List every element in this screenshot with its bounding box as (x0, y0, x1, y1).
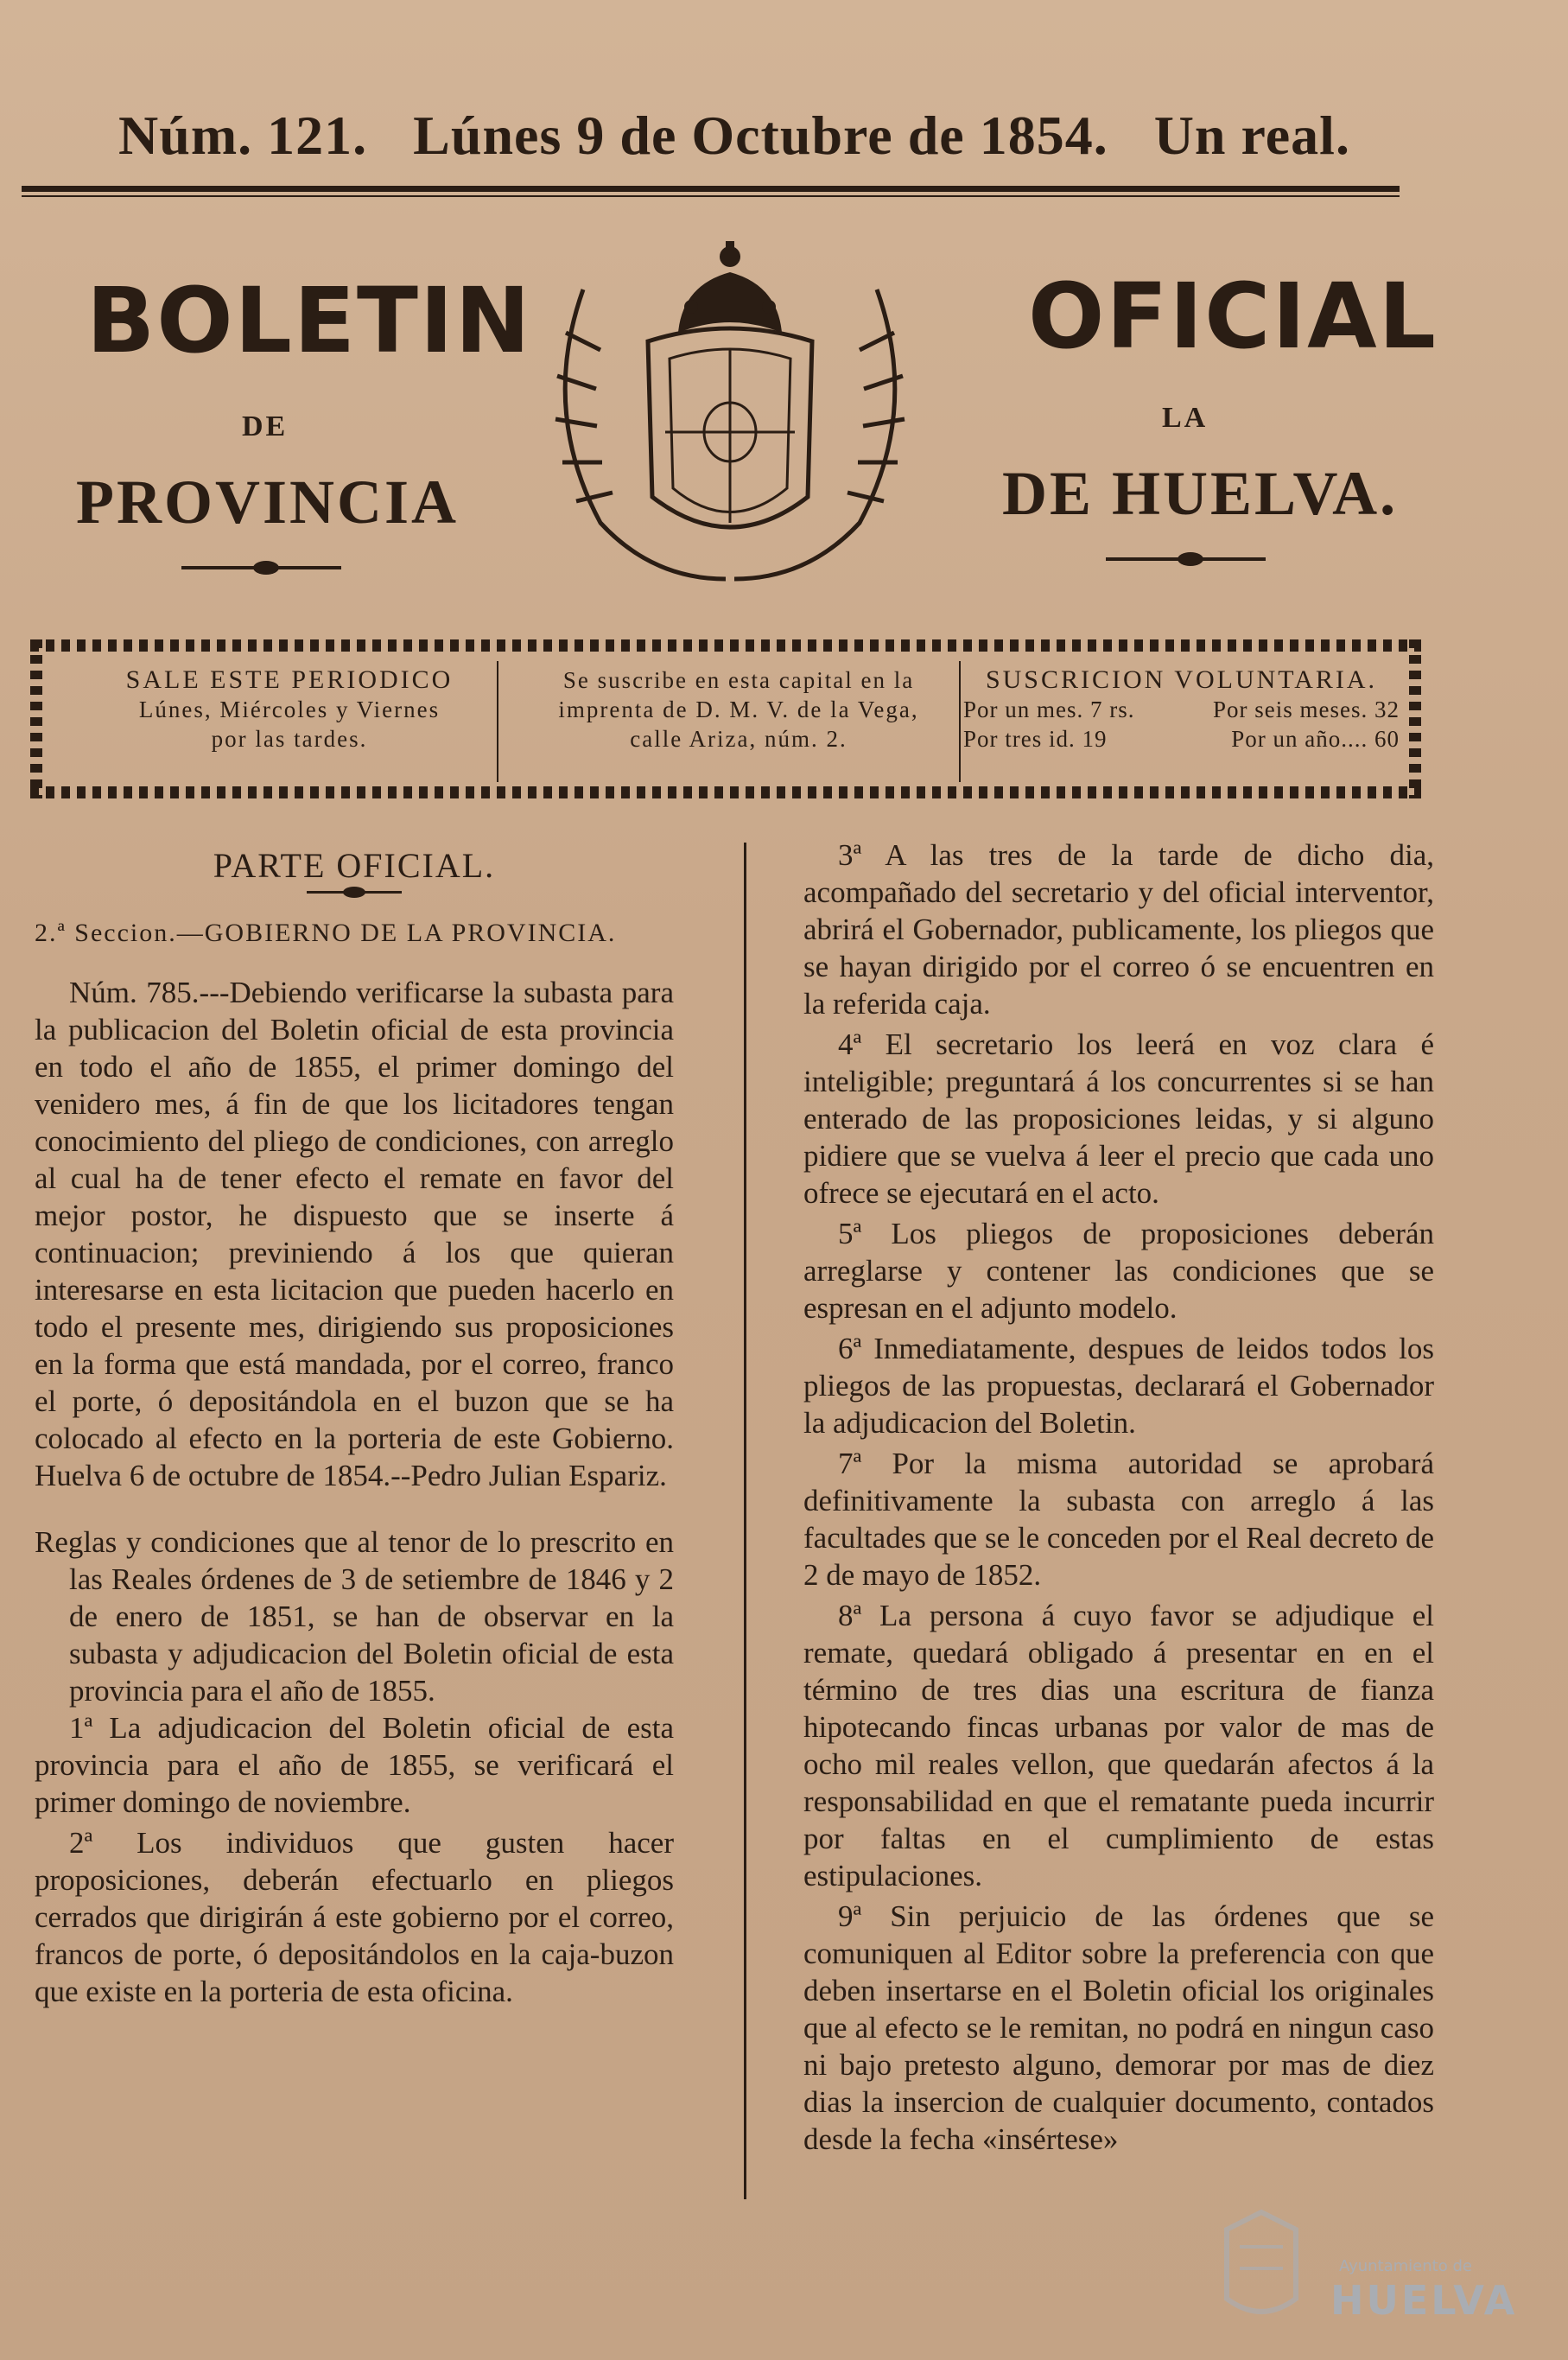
masthead-ornament-left (181, 566, 341, 569)
info-prices-title: SUSCRICION VOLUNTARIA. (985, 665, 1378, 694)
rule-3: 3ª A las tres de la tarde de dicho dia, acompañado del secretario y del oficial interventor, abrirá el Gobernador, publicamente, los pliegos que se hayan dirigido por el correo ó se encuentren en la referida caja. (803, 838, 1434, 1021)
info-publication-days (56, 665, 523, 754)
chain-border-top (30, 639, 1421, 652)
rule-6: 6ª Inmediatamente, despues de leidos todos los pliegos de las propuestas, declarará el Gobernador la adjudicacion del Boletin. (803, 1332, 1434, 1440)
section-ornament (307, 891, 402, 894)
subscription-info-box (30, 639, 1421, 799)
section-subtitle: 2.ª Seccion.—GOBIERNO DE LA PROVINCIA. (35, 919, 617, 947)
masthead-boletin: BOLETIN (86, 268, 532, 373)
price-one-year: Por un año.... 60 (1231, 726, 1400, 752)
section-title: PARTE OFICIAL. (213, 846, 496, 885)
masthead-la: LA (1162, 402, 1209, 434)
right-column (803, 836, 1434, 2161)
rule-8: 8ª La persona á cuyo favor se adjudique el remate, quedará obligado á presentar en en el término de tres dias una escritura de fianza hipotecando fincas urbanas por valor de mas de ocho mil reales vellon, que quedarán afectos á la responsabilidad en que el rematante pueda incurrir por faltas en el cumplimiento de estas estipulaciones. (803, 1599, 1434, 1892)
issue-number: Núm. 121. (118, 105, 368, 166)
price-row-2 (963, 724, 1400, 754)
masthead-de-huelva: DE HUELVA. (1002, 459, 1399, 528)
decree-paragraph: Núm. 785.---Debiendo verificarse la subasta para la publicacion del Boletin oficial de esta provincia en todo el año de 1855, el primer domingo del venidero mes, á fin de que los licitadores tengan conocimiento del pliego de condiciones, con arreglo al cual ha de tener efecto el remate en favor del mejor postor, he dispuesto que se inserte á continuacion; previniendo á los que quieran interesarse en esta licitacion que pueden hacerlo en todo el presente mes, dirigiendo sus proposiciones en la forma que está mandada, por el correo, franco el porte, ó depositándola en el buzon que se ha colocado al efecto en la porteria de este Gobierno. Huelva 6 de octubre de 1854.--Pedro Julian Espariz. (35, 976, 674, 1492)
chain-border-left (30, 639, 42, 798)
chain-border-bottom (30, 786, 1421, 798)
info-place-line3: calle Ariza, núm. 2. (630, 726, 847, 752)
watermark-caption: Ayuntamiento de (1339, 2257, 1472, 2275)
rule-2: 2ª Los individuos que gusten hacer proposiciones, deberán efectuarlo en pliegos cerrados que dirigirán á este gobierno por el correo, francos de porte, ó depositándolos en la caja-buzon que existe en la porteria de esta oficina. (35, 1826, 674, 2008)
column-divider (744, 843, 746, 2199)
issue-price: Un real. (1153, 105, 1350, 166)
price-row-1 (963, 695, 1400, 724)
rule-7: 7ª Por la misma autoridad se aprobará definitivamente la subasta con arreglo á las facultades que se le conceden por el Real decreto de 2 de mayo de 1852. (803, 1447, 1434, 1592)
rule-5: 5ª Los pliegos de proposiciones deberán arreglarse y contener las condiciones que se espresan en el adjunto modelo. (803, 1217, 1434, 1325)
masthead-ornament-right (1106, 557, 1266, 561)
chain-border-right (1409, 639, 1421, 798)
info-days-line: Lúnes, Miércoles y Viernes (138, 697, 441, 722)
masthead-provincia: PROVINCIA (76, 468, 460, 537)
watermark-title: HUELVA (1330, 2277, 1518, 2324)
info-subscription-place (505, 665, 972, 754)
masthead-de: DE (242, 410, 289, 442)
info-subscription-prices (963, 665, 1400, 754)
masthead-oficial: OFICIAL (1028, 264, 1438, 369)
price-three-months: Por tres id. 19 (963, 726, 1108, 752)
header-rule (22, 186, 1400, 192)
rule-4: 4ª El secretario los leerá en voz clara é inteligible; preguntará á los concurrentes si se han enterado de las proposiciones leidas, y si alguno pidiere que se vuelva á leer el precio que cada uno ofrece se ejecutará en el acto. (803, 1027, 1434, 1210)
price-six-months: Por seis meses. 32 (1213, 697, 1400, 722)
rules-heading: Reglas y condiciones que al tenor de lo prescrito en las Reales órdenes de 3 de setiembre de 1846 y 2 de enero de 1851, se han de observar en la subasta y adjudicacion del Boletin oficial de esta provincia para el año de 1855. (35, 1525, 674, 1708)
info-place-line1: Se suscribe en esta capital en la (562, 667, 915, 693)
info-time-line: por las tardes. (211, 726, 368, 752)
info-place-line2: imprenta de D. M. V. de la Vega, (558, 697, 919, 722)
rule-1: 1ª La adjudicacion del Boletin oficial de esta provincia para el año de 1855, se verificará el primer domingo de noviembre. (35, 1711, 674, 1819)
info-divider-2 (959, 661, 961, 782)
header-rule-thin (22, 195, 1400, 197)
info-sale-line: SALE ESTE PERIODICO (125, 665, 454, 694)
issue-date: Lúnes 9 de Octubre de 1854. (413, 105, 1108, 166)
left-column (35, 838, 674, 2013)
issue-header (86, 104, 1382, 168)
price-one-month: Por un mes. 7 rs. (963, 697, 1135, 722)
royal-coat-of-arms (505, 238, 955, 592)
info-divider-1 (497, 661, 498, 782)
rule-9: 9ª Sin perjuicio de las órdenes que se comuniquen al Editor sobre la preferencia con que deben insertarse en el Boletin oficial los originales que al efecto se le remitan, no podrá en ningun caso ni bajo pretesto alguno, demorar por mas de diez dias la insercion de cualquier documento, contados desde la fecha «insértese» (803, 1899, 1434, 2156)
